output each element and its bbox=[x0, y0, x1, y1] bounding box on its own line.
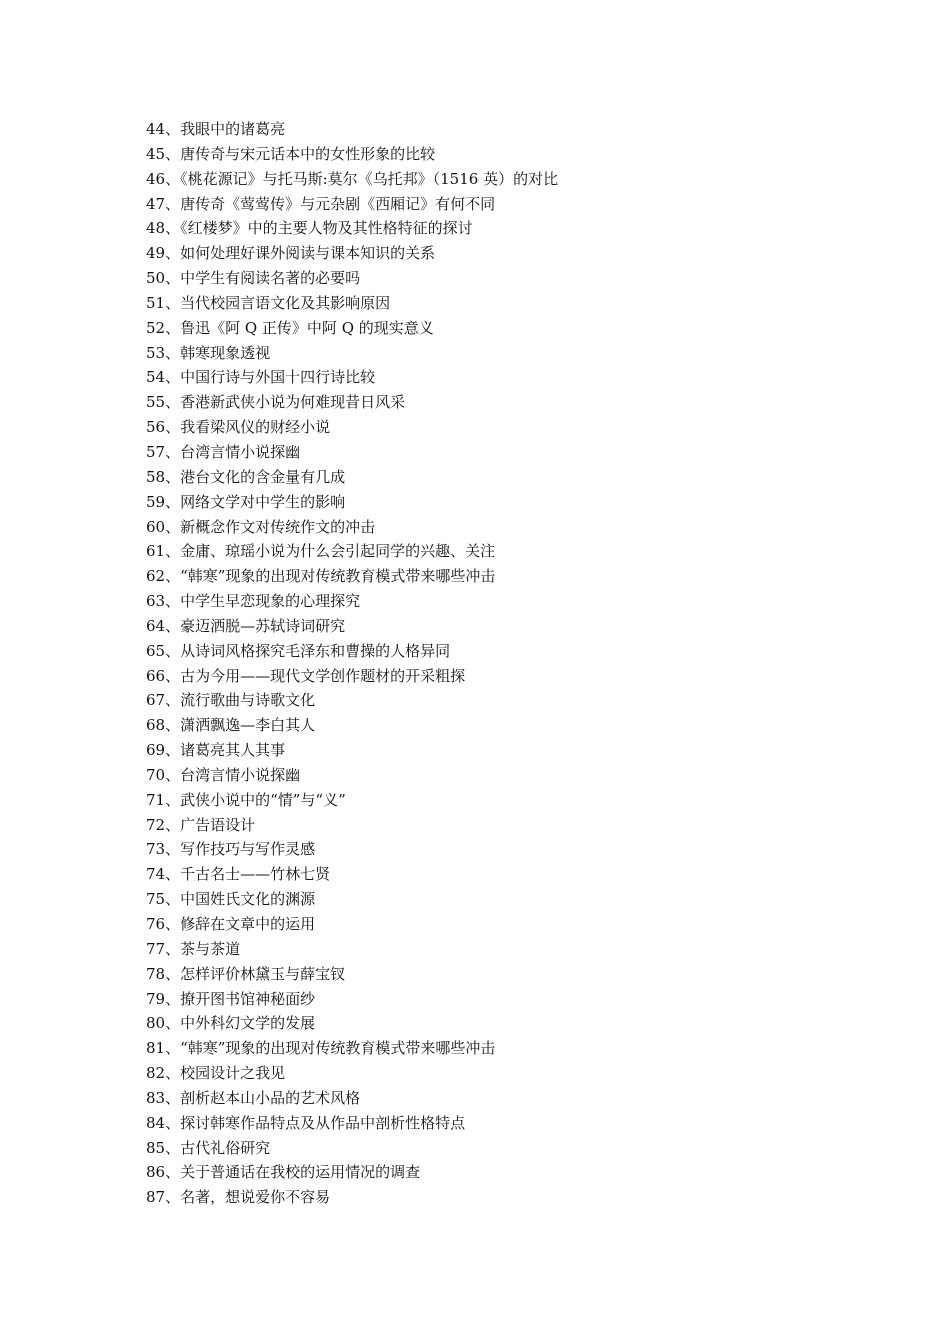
topic-item: 50、中学生有阅读名著的必要吗 bbox=[146, 269, 361, 288]
topic-item: 67、流行歌曲与诗歌文化 bbox=[146, 691, 316, 710]
topic-item: 47、唐传奇《莺莺传》与元杂剧《西厢记》有何不同 bbox=[146, 194, 496, 213]
topic-item: 57、台湾言情小说探幽 bbox=[146, 442, 301, 461]
topic-item: 61、金庸、琼瑶小说为什么会引起同学的兴趣、关注 bbox=[146, 542, 496, 561]
topic-item: 76、修辞在文章中的运用 bbox=[146, 915, 316, 933]
topic-item: 74、千古名士——竹林七贤 bbox=[146, 865, 331, 884]
topic-item: 44、我眼中的诸葛亮 bbox=[146, 120, 286, 138]
topic-item: 79、撩开图书馆神秘面纱 bbox=[146, 989, 316, 1008]
topic-item: 69、诸葛亮其人其事 bbox=[146, 741, 286, 760]
topic-item: 70、台湾言情小说探幽 bbox=[146, 765, 301, 784]
topic-item: 84、探讨韩寒作品特点及从作品中剖析性格特点 bbox=[146, 1113, 466, 1132]
topic-list bbox=[146, 117, 558, 1210]
topic-item: 85、古代礼俗研究 bbox=[146, 1138, 271, 1157]
topic-item: 82、校园设计之我见 bbox=[146, 1064, 286, 1083]
topic-item: 78、怎样评价林黛玉与薛宝钗 bbox=[146, 964, 346, 983]
topic-item: 63、中学生早恋现象的心理探究 bbox=[146, 592, 361, 611]
topic-item: 66、古为今用——现代文学创作题材的开采粗探 bbox=[146, 666, 466, 685]
topic-item: 46、《桃花源记》与托马斯:莫尔《乌托邦》（1516 英）的对比 bbox=[146, 169, 559, 188]
topic-item: 51、当代校园言语文化及其影响原因 bbox=[146, 293, 391, 312]
topic-item: 87、名著，想说爱你不容易 bbox=[146, 1188, 331, 1207]
topic-item: 75、中国姓氏文化的渊源 bbox=[146, 890, 316, 909]
topic-item: 80、中外科幻文学的发展 bbox=[146, 1014, 316, 1033]
topic-item: 81、“韩寒”现象的出现对传统教育模式带来哪些冲击 bbox=[146, 1039, 496, 1058]
topic-item: 49、如何处理好课外阅读与课本知识的关系 bbox=[146, 244, 436, 263]
topic-item: 65、从诗词风格探究毛泽东和曹操的人格异同 bbox=[146, 641, 451, 660]
topic-item: 68、潇洒飘逸—李白其人 bbox=[146, 716, 316, 735]
topic-item: 73、写作技巧与写作灵感 bbox=[146, 840, 316, 859]
topic-item: 60、新概念作文对传统作文的冲击 bbox=[146, 517, 376, 536]
topic-item: 77、茶与茶道 bbox=[146, 939, 241, 958]
topic-item: 56、我看梁风仪的财经小说 bbox=[146, 418, 331, 437]
topic-item: 52、鲁迅《阿 Q 正传》中阿 Q 的现实意义 bbox=[146, 318, 434, 337]
topic-item: 45、唐传奇与宋元话本中的女性形象的比较 bbox=[146, 144, 436, 163]
topic-item: 71、武侠小说中的“情”与“义” bbox=[146, 790, 346, 809]
topic-item: 72、广告语设计 bbox=[146, 815, 256, 834]
topic-item: 58、港台文化的含金量有几成 bbox=[146, 467, 346, 486]
topic-item: 62、“韩寒”现象的出现对传统教育模式带来哪些冲击 bbox=[146, 567, 496, 586]
topic-item: 55、香港新武侠小说为何难现昔日风采 bbox=[146, 393, 406, 412]
topic-item: 48、《红楼梦》中的主要人物及其性格特征的探讨 bbox=[146, 219, 473, 238]
topic-item: 54、中国行诗与外国十四行诗比较 bbox=[146, 368, 376, 387]
topic-item: 86、关于普通话在我校的运用情况的调查 bbox=[146, 1163, 421, 1182]
topic-item: 83、剖析赵本山小品的艺术风格 bbox=[146, 1088, 361, 1107]
topic-item: 59、网络文学对中学生的影响 bbox=[146, 492, 346, 511]
topic-item: 53、韩寒现象透视 bbox=[146, 343, 271, 362]
topic-item: 64、豪迈洒脱—苏轼诗词研究 bbox=[146, 616, 346, 635]
